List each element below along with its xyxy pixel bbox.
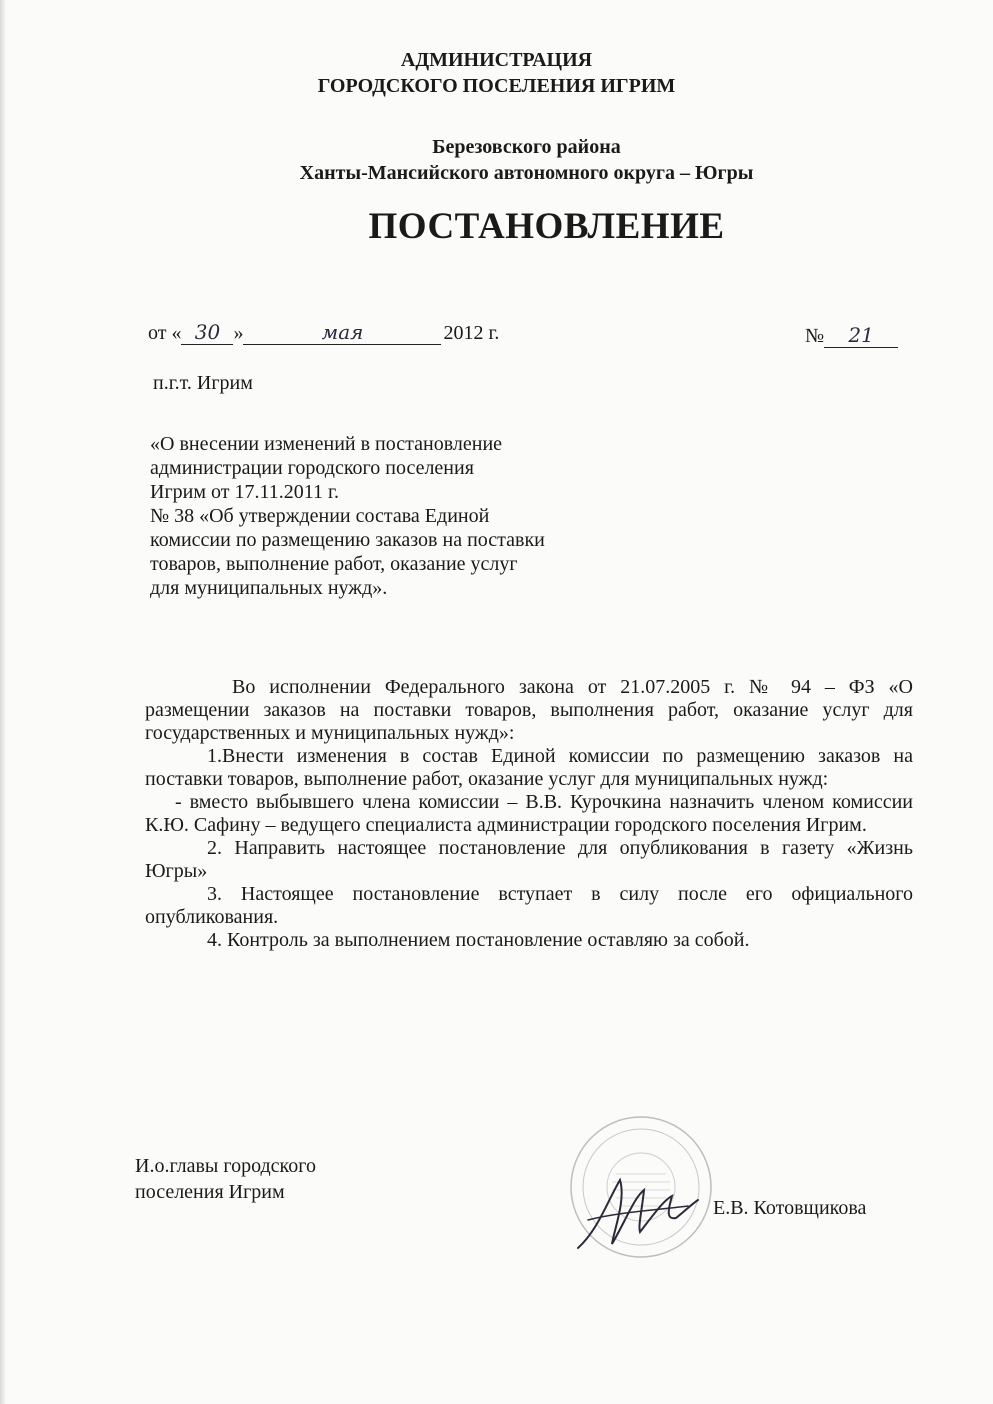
item-3: 3. Настоящее постановление вступает в силу после его официального опубликования. [145,883,913,928]
handwritten-signature [568,1160,708,1260]
subject-line: комиссии по размещению заказов на поставки [150,529,545,551]
item-2: 2. Направить настоящее постановление для опубликования в газету «Жизнь Югры» [145,837,913,882]
date-line [148,322,499,345]
date-day: 30 [181,322,233,345]
place: п.г.т. Игрим [153,372,253,394]
org-region [0,134,993,186]
date-month: мая [243,322,441,345]
subject-line: Игрим от 17.11.2011 г. [150,481,339,503]
date-year: 2012 г. [443,322,500,344]
subject-line: № 38 «Об утверждении состава Единой [150,505,490,527]
header-line-4: Ханты-Мансийского автономного округа – Югры [299,162,754,184]
number-value: 21 [824,325,898,348]
subject-line: администрации городского поселения [150,457,474,479]
subject-line: для муниципальных нужд». [150,577,388,599]
header-line-1: АДМИНИСТРАЦИЯ [400,49,593,71]
subject-line: товаров, выполнение работ, оказание услуг [150,553,518,575]
signatory-name: Е.В. Котовщикова [713,1197,867,1219]
org-name [0,47,993,99]
item-4: 4. Контроль за выполнением постановление оставляю за собой. [207,929,750,951]
subject-line: «О внесении изменений в постановление [150,433,503,455]
header-line-3: Березовского района [432,136,621,158]
date-mid: » [233,322,244,344]
position-line-1: И.о.главы городского [135,1155,316,1177]
signatory-position [135,1153,316,1205]
number-prefix: № [805,325,825,347]
date-prefix: от « [148,322,182,344]
body-text [145,676,913,952]
position-line-2: поселения Игрим [135,1181,285,1203]
item-1-sub: - вместо выбывшего члена комиссии – В.В. Курочкина назначить членом комиссии К.Ю. Сафину – ведущего специалиста администрации городского поселения Игрим. [145,791,913,836]
number-line [805,325,898,348]
header-line-2: ГОРОДСКОГО ПОСЕЛЕНИЯ ИГРИМ [317,75,676,97]
item-1: 1.Внести изменения в состав Единой комиссии по размещению заказов на поставки товаров, выполнение работ, оказание услуг для муниципальных нужд: [145,745,913,790]
subject-block [150,432,630,600]
doc-type-title: ПОСТАНОВЛЕНИЕ [368,206,725,247]
preamble: Во исполнении Федерального закона от 21.07.2005 г. № 94 – ФЗ «О размещении заказов на поставки товаров, выполнения работ, оказание услуг для государственных и муниципальных нужд»: [145,676,913,744]
